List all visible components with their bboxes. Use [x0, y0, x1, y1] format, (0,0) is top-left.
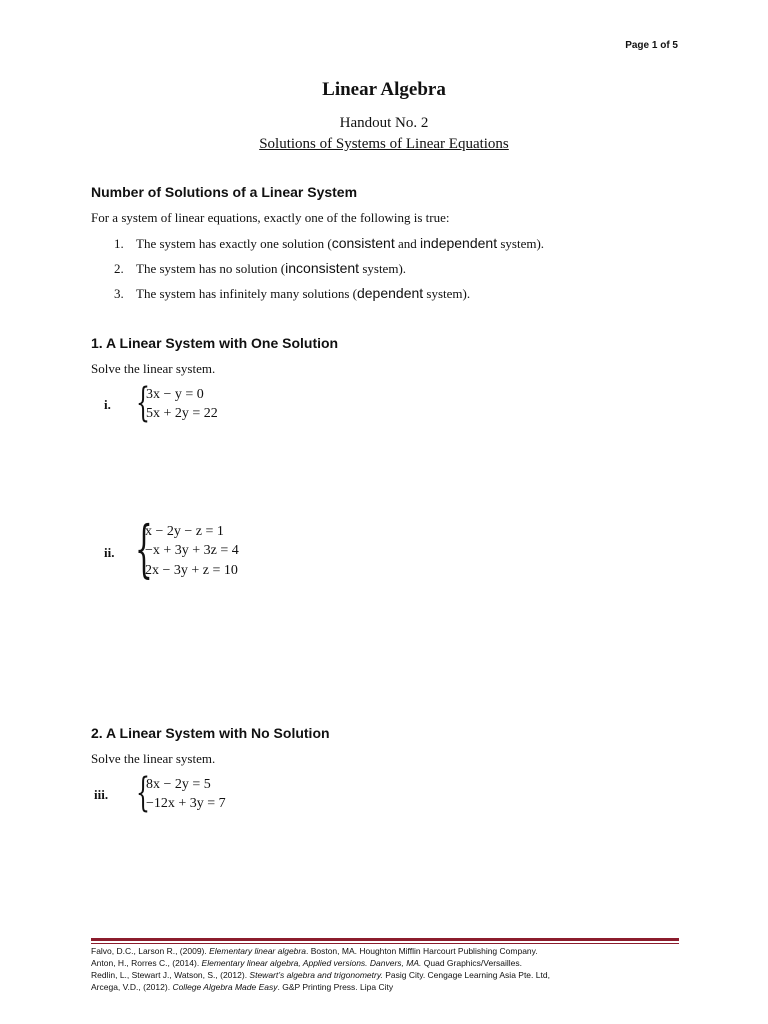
page-title: Linear Algebra: [322, 79, 446, 100]
footer-rule-thin: [91, 943, 679, 944]
brace-symbol: {: [136, 380, 150, 426]
list-text: system).: [423, 286, 471, 301]
equation: −12x + 3y = 7: [146, 796, 226, 811]
reference-text: Falvo, D.C., Larson R., (2009).: [91, 946, 210, 956]
keyword-dependent: dependent: [356, 285, 424, 301]
reference-title: Stewart’s algebra and trigonometry.: [249, 970, 383, 980]
reference-title: Elementary linear algebra: [209, 946, 306, 956]
reference-text: Arcega, V.D., (2012).: [91, 982, 173, 992]
list-item: [114, 235, 544, 252]
instruction-text: Solve the linear system.: [91, 361, 216, 376]
system-label-i: i.: [104, 397, 111, 412]
section-heading-one-solution: 1. A Linear System with One Solution: [91, 335, 339, 351]
list-text: The system has no solution (: [136, 261, 286, 276]
reference-text: . G&P Printing Press. Lipa City: [277, 982, 394, 992]
reference-title: College Algebra Made Easy: [172, 982, 278, 992]
reference-line: [91, 970, 550, 980]
footer-rule-thick: [91, 938, 679, 941]
list-number: 1.: [114, 236, 124, 251]
reference-line: [91, 958, 522, 968]
equation: x − 2y − z = 1: [145, 524, 224, 539]
equation: −x + 3y + 3z = 4: [145, 543, 239, 558]
page-number: Page 1 of 5: [625, 40, 678, 51]
list-number: 2.: [114, 261, 124, 276]
list-item: [114, 285, 470, 302]
keyword-independent: independent: [420, 235, 498, 251]
handout-number: Handout No. 2: [339, 115, 429, 131]
keyword-consistent: consistent: [331, 235, 395, 251]
reference-text: Anton, H., Rorres C., (2014).: [91, 958, 202, 968]
list-text: system).: [359, 261, 407, 276]
reference-text: Quad Graphics/Versailles.: [421, 958, 523, 968]
handout-subtitle: Solutions of Systems of Linear Equations: [259, 136, 509, 152]
list-item: [114, 260, 406, 277]
reference-line: [91, 946, 538, 956]
brace-symbol: {: [136, 770, 150, 816]
section-heading-number-of-solutions: Number of Solutions of a Linear System: [91, 184, 358, 200]
brace-symbol: {: [135, 512, 153, 585]
equation: 3x − y = 0: [146, 387, 204, 402]
section-intro: For a system of linear equations, exactly one of the following is true:: [91, 210, 450, 225]
reference-text: Pasig City. Cengage Learning Asia Pte. Ltd,: [382, 970, 550, 980]
reference-title: Elementary linear algebra, Applied versions. Danvers, MA.: [201, 958, 422, 968]
equation: 8x − 2y = 5: [146, 777, 211, 792]
list-text: The system has exactly one solution (: [136, 236, 332, 251]
list-text: system).: [497, 236, 545, 251]
list-number: 3.: [114, 286, 124, 301]
equation: 2x − 3y + z = 10: [145, 563, 238, 578]
equation: 5x + 2y = 22: [146, 406, 218, 421]
system-label-ii: ii.: [104, 545, 115, 560]
list-text: The system has infinitely many solutions (: [136, 286, 357, 301]
list-text: and: [394, 236, 421, 251]
system-label-iii: iii.: [94, 787, 109, 802]
keyword-inconsistent: inconsistent: [285, 260, 360, 276]
section-heading-no-solution: 2. A Linear System with No Solution: [91, 725, 330, 741]
reference-text: Redlin, L., Stewart J., Watson, S., (2012).: [91, 970, 250, 980]
instruction-text: Solve the linear system.: [91, 751, 216, 766]
reference-text: . Boston, MA. Houghton Mifflin Harcourt Publishing Company.: [305, 946, 538, 956]
reference-line: [91, 982, 393, 992]
